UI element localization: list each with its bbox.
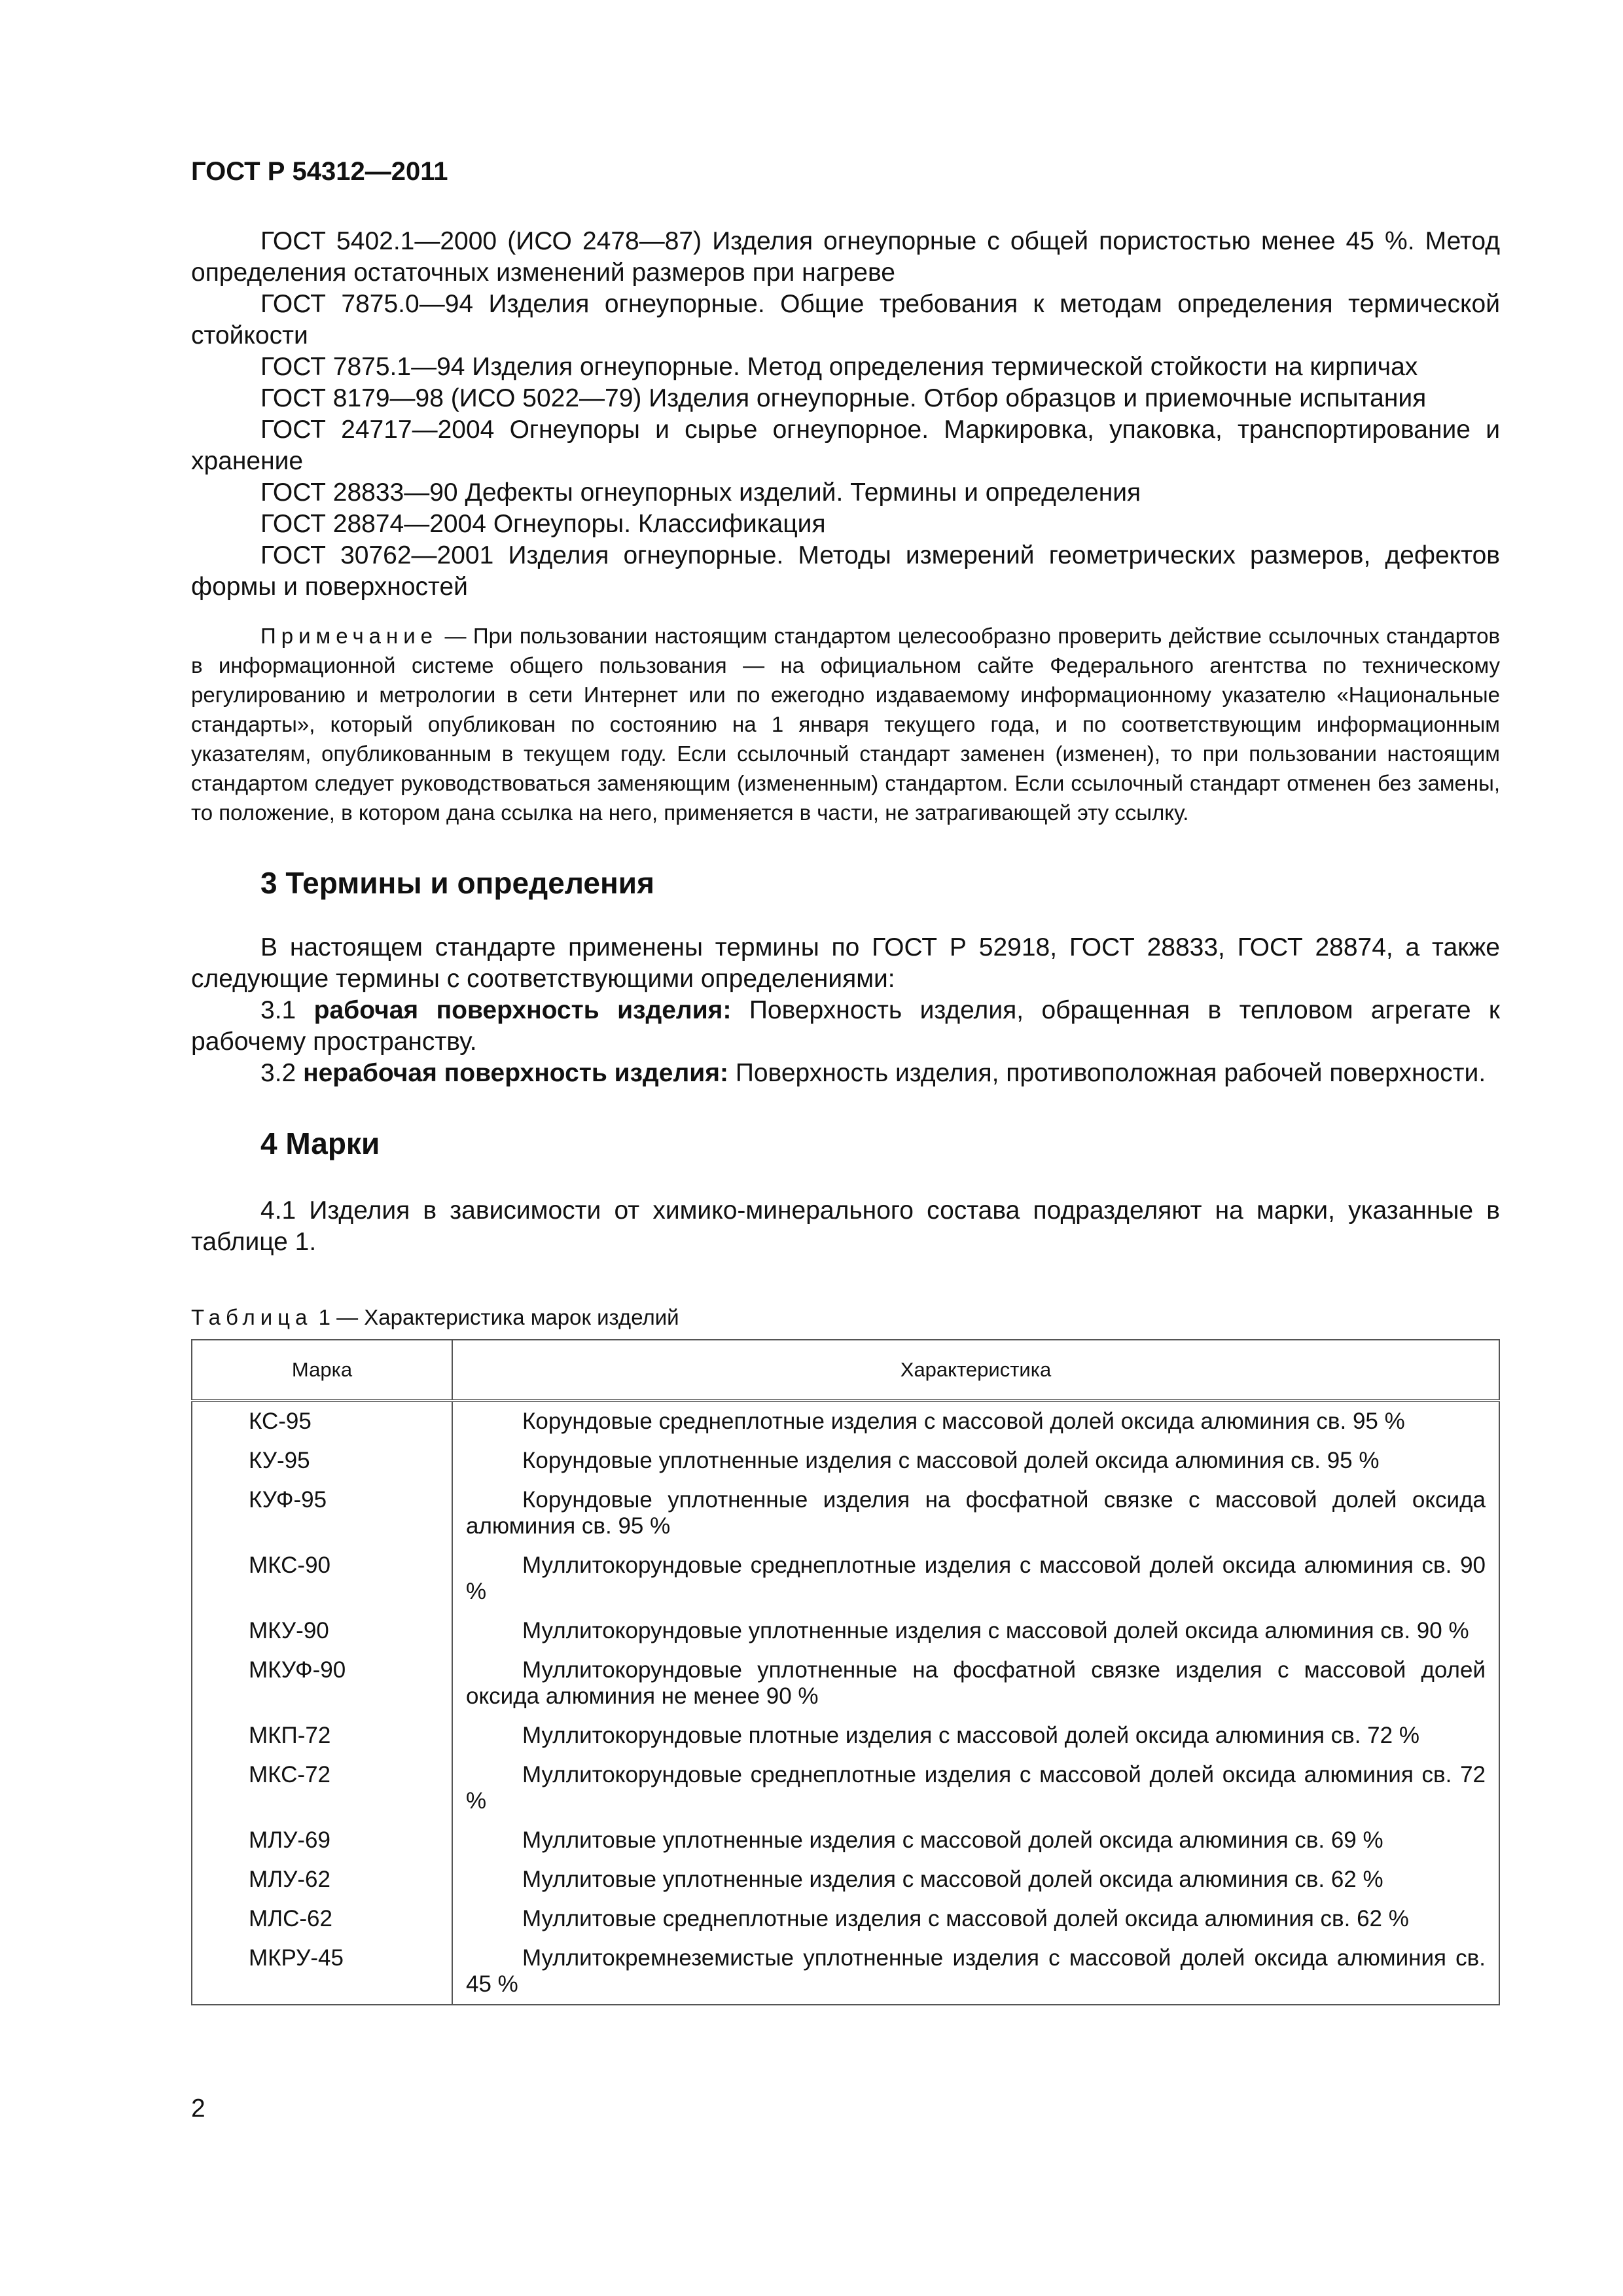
characteristic-cell: Корундовые уплотненные изделия с массовой долей оксида алюминия св. 95 % bbox=[452, 1441, 1499, 1480]
reference-item: ГОСТ 28833—90 Дефекты огнеупорных изделий. Термины и определения bbox=[260, 478, 1141, 507]
term-number: 3.2 bbox=[260, 1059, 296, 1087]
term-definition: Поверхность изделия, обращенная в тепловом агрегате к рабочему пространству. bbox=[191, 996, 1500, 1056]
reference-item: ГОСТ 7875.0—94 Изделия огнеупорные. Общие требования к методам определения термической стойкости bbox=[191, 290, 1500, 350]
term-definition: Поверхность изделия, противоположная рабочей поверхности. bbox=[735, 1059, 1486, 1087]
table-row bbox=[192, 1611, 1499, 1651]
table-row bbox=[192, 1821, 1499, 1860]
table-row bbox=[192, 1401, 1499, 1441]
reference-item: ГОСТ 30762—2001 Изделия огнеупорные. Методы измерений геометрических размеров, дефектов формы и поверхностей bbox=[191, 541, 1500, 601]
characteristic-cell: Муллитовые уплотненные изделия с массовой долей оксида алюминия св. 62 % bbox=[452, 1860, 1499, 1899]
reference-item: ГОСТ 5402.1—2000 (ИСО 2478—87) Изделия огнеупорные с общей пористостью менее 45 %. Метод определения остаточных изменений размеров при нагреве bbox=[191, 227, 1500, 287]
section-3-title: 3 Термины и определения bbox=[260, 866, 654, 900]
document-page bbox=[191, 157, 1500, 2005]
table-row bbox=[192, 1651, 1499, 1716]
characteristic-cell: Муллитокорундовые среднеплотные изделия с массовой долей оксида алюминия св. 90 % bbox=[452, 1546, 1499, 1611]
section-4-title: 4 Марки bbox=[260, 1126, 380, 1160]
note-paragraph bbox=[191, 621, 1500, 827]
grades-table bbox=[191, 1339, 1500, 2005]
grade-cell: МКУФ-90 bbox=[192, 1651, 452, 1716]
table-header-row bbox=[192, 1340, 1499, 1401]
document-header: ГОСТ Р 54312—2011 bbox=[191, 157, 448, 186]
table-row bbox=[192, 1755, 1499, 1821]
grade-cell: КУФ-95 bbox=[192, 1480, 452, 1546]
characteristic-cell: Муллитокремнеземистые уплотненные изделия с массовой долей оксида алюминия св. 45 % bbox=[452, 1939, 1499, 2005]
table-row bbox=[192, 1480, 1499, 1546]
page-number: 2 bbox=[191, 2094, 205, 2123]
characteristic-cell: Корундовые уплотненные изделия на фосфатной связке с массовой долей оксида алюминия св. 95 % bbox=[452, 1480, 1499, 1546]
characteristic-cell: Корундовые среднеплотные изделия с массовой долей оксида алюминия св. 95 % bbox=[452, 1401, 1499, 1441]
characteristic-cell: Муллитовые среднеплотные изделия с массовой долей оксида алюминия св. 62 % bbox=[452, 1899, 1499, 1939]
column-header-characteristic: Характеристика bbox=[452, 1340, 1499, 1401]
table-row bbox=[192, 1939, 1499, 2005]
term-name: рабочая поверхность изделия: bbox=[313, 996, 732, 1024]
characteristic-cell: Муллитовые уплотненные изделия с массовой долей оксида алюминия св. 69 % bbox=[452, 1821, 1499, 1860]
note-label: Примечание bbox=[260, 624, 438, 648]
table-caption-text: 1 — Характеристика марок изделий bbox=[318, 1305, 679, 1329]
grade-cell: МКУ-90 bbox=[192, 1611, 452, 1651]
table-row bbox=[192, 1441, 1499, 1480]
term-3-2 bbox=[191, 1058, 1500, 1089]
grade-cell: МКС-90 bbox=[192, 1546, 452, 1611]
reference-item: ГОСТ 28874—2004 Огнеупоры. Классификация bbox=[260, 510, 826, 538]
grade-cell: КС-95 bbox=[192, 1401, 452, 1441]
column-header-grade: Марка bbox=[192, 1340, 452, 1401]
section-4-paragraph: 4.1 Изделия в зависимости от химико-минерального состава подразделяют на марки, указанные в таблице 1. bbox=[191, 1196, 1500, 1256]
characteristic-cell: Муллитокорундовые плотные изделия с массовой долей оксида алюминия св. 72 % bbox=[452, 1716, 1499, 1755]
term-3-1 bbox=[191, 995, 1500, 1058]
characteristic-cell: Муллитокорундовые уплотненные на фосфатной связке изделия с массовой долей оксида алюминия не менее 90 % bbox=[452, 1651, 1499, 1716]
table-caption bbox=[191, 1305, 1500, 1330]
reference-item: ГОСТ 8179—98 (ИСО 5022—79) Изделия огнеупорные. Отбор образцов и приемочные испытания bbox=[260, 384, 1427, 412]
reference-item: ГОСТ 24717—2004 Огнеупоры и сырье огнеупорное. Маркировка, упаковка, транспортирование и хранение bbox=[191, 416, 1500, 475]
table-caption-label: Таблица bbox=[191, 1305, 313, 1329]
characteristic-cell: Муллитокорундовые уплотненные изделия с массовой долей оксида алюминия св. 90 % bbox=[452, 1611, 1499, 1651]
term-name: нерабочая поверхность изделия: bbox=[303, 1059, 728, 1087]
characteristic-cell: Муллитокорундовые среднеплотные изделия с массовой долей оксида алюминия св. 72 % bbox=[452, 1755, 1499, 1821]
table-row bbox=[192, 1860, 1499, 1899]
reference-item: ГОСТ 7875.1—94 Изделия огнеупорные. Метод определения термической стойкости на кирпичах bbox=[260, 353, 1418, 381]
table-row bbox=[192, 1546, 1499, 1611]
term-number: 3.1 bbox=[260, 996, 296, 1024]
grade-cell: МКРУ-45 bbox=[192, 1939, 452, 2005]
table-row bbox=[192, 1716, 1499, 1755]
grade-cell: МЛС-62 bbox=[192, 1899, 452, 1939]
note-text: — При пользовании настоящим стандартом целесообразно проверить действие ссылочных стандартов в информационной системе общего пользования — на официальном сайте Федерального агентства по техническому регулированию и метрологии в сети Интернет или по ежегодно издаваемому информационному указателю «Национальные стандарты», который опубликован по состоянию на 1 января текущего года, и по соответствующим информационным указателям, опубликованным в текущем году. Если ссылочный стандарт заменен (изменен), то при пользовании настоящим стандартом следует руководствоваться заменяющим (измененным) стандартом. Если ссылочный стандарт отменен без замены, то положение, в котором дана ссылка на него, применяется в части, не затрагивающей эту ссылку. bbox=[191, 624, 1500, 825]
grade-cell: МКС-72 bbox=[192, 1755, 452, 1821]
grade-cell: МЛУ-69 bbox=[192, 1821, 452, 1860]
grade-cell: МКП-72 bbox=[192, 1716, 452, 1755]
grade-cell: КУ-95 bbox=[192, 1441, 452, 1480]
grade-cell: МЛУ-62 bbox=[192, 1860, 452, 1899]
table-row bbox=[192, 1899, 1499, 1939]
section-3-intro: В настоящем стандарте применены термины по ГОСТ Р 52918, ГОСТ 28833, ГОСТ 28874, а также следующие термины с соответствующими определениями: bbox=[191, 933, 1500, 993]
normative-references bbox=[191, 226, 1500, 603]
